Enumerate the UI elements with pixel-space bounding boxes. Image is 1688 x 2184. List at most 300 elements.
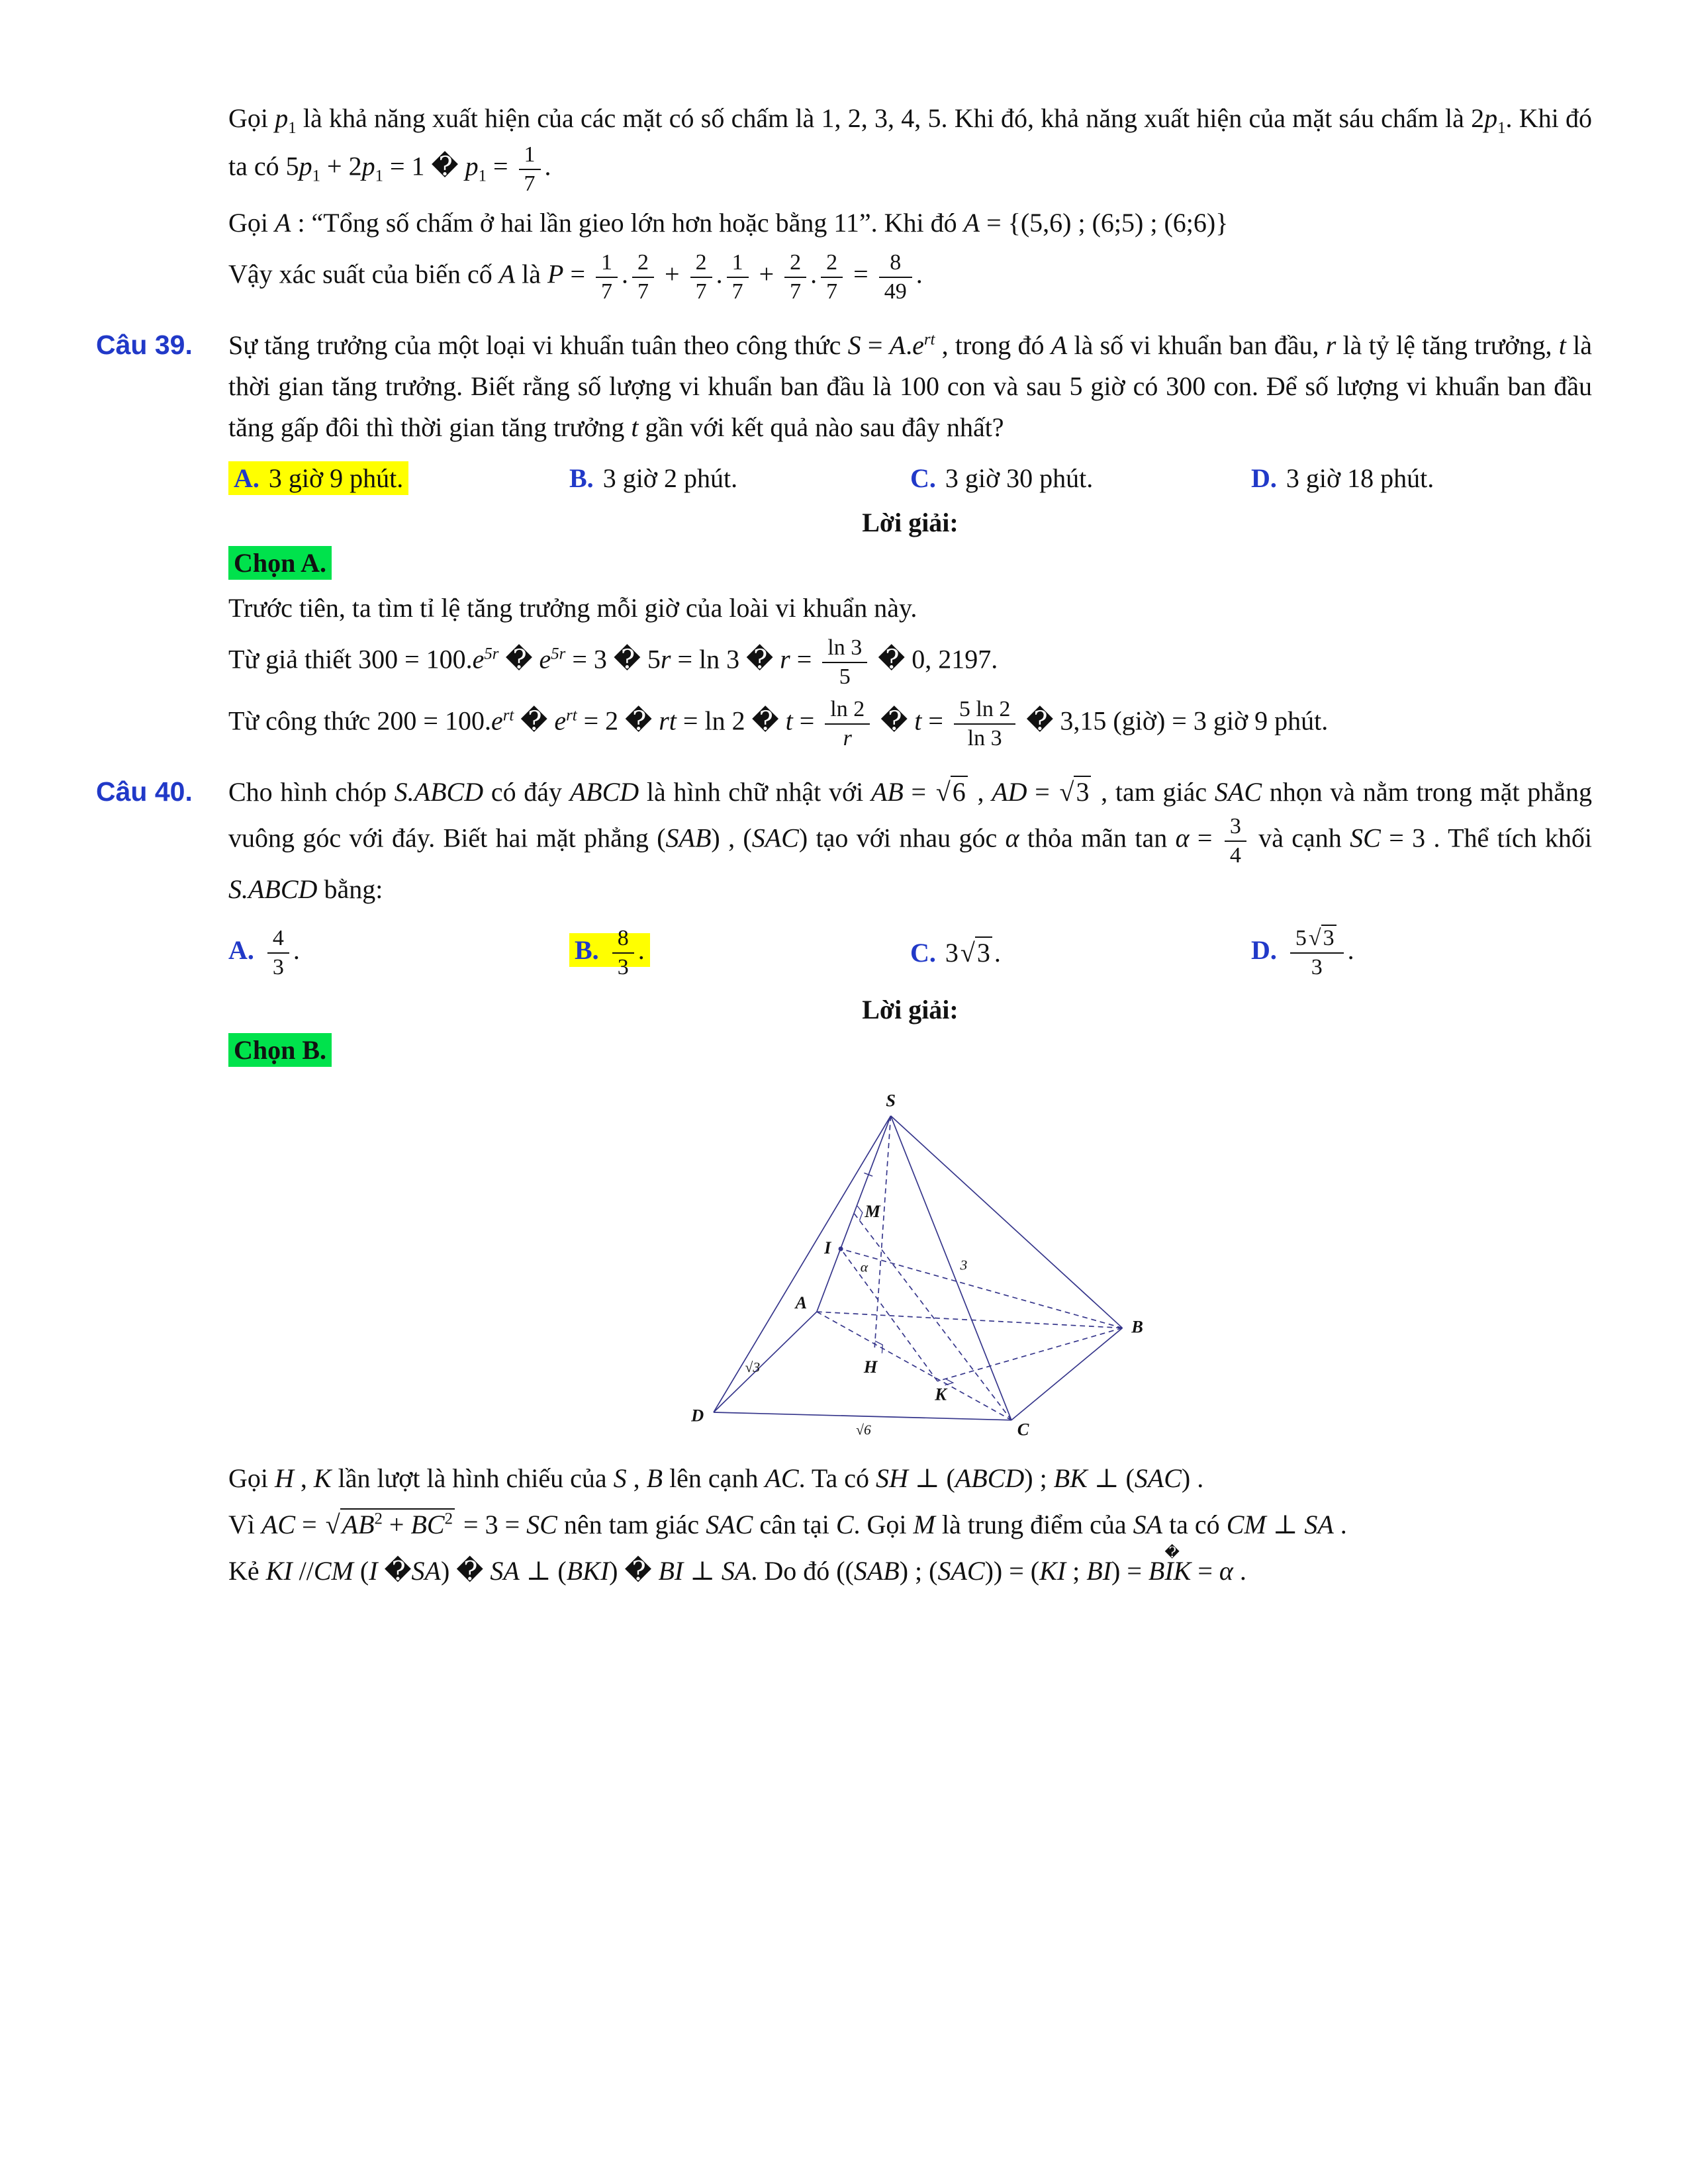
math-var: SH (876, 1463, 908, 1494)
text-run: 3 giờ 18 phút. (1286, 463, 1434, 494)
text-run: = (1191, 1556, 1219, 1586)
figure-label-3: 3 (960, 1257, 968, 1273)
option-letter: A. (234, 463, 259, 494)
options-39 (96, 463, 1592, 494)
math-var: p (299, 152, 312, 182)
solution-40-line-1 (96, 1458, 1592, 1499)
math-var: A (963, 208, 980, 238)
fraction (879, 249, 912, 305)
math-var: AB (342, 1510, 375, 1540)
math-var: t (1558, 330, 1566, 361)
text-run: 3 (945, 938, 959, 968)
option-a (228, 925, 569, 981)
pyramid-figure (96, 1084, 1592, 1445)
text-run: 3 giờ 30 phút. (945, 463, 1094, 494)
text-run: ⊥ ( (519, 1556, 567, 1586)
text-run: . (1233, 1556, 1246, 1586)
fraction (632, 249, 654, 305)
option-b (569, 463, 910, 494)
text-run: Trước tiên, ta tìm tỉ lệ tăng trưởng mỗi giờ của loài vi khuẩn này. (228, 593, 917, 623)
math-var: SC (1350, 823, 1381, 853)
text-run: ⊥ ( (1087, 1463, 1135, 1494)
math-var: CM (1226, 1510, 1266, 1540)
radicand: 3 (975, 936, 992, 968)
text-run: ⊥ ( (908, 1463, 955, 1494)
text-run: Cho hình chóp (228, 777, 395, 807)
text-run: � (514, 705, 555, 736)
option-content (1251, 463, 1434, 493)
text-run: = 3 . Thể tích khối (1380, 823, 1593, 853)
text-run: = (921, 705, 950, 736)
text-run: ) ; (1024, 1463, 1054, 1494)
math-var: S.ABCD (228, 874, 318, 905)
text-run: = (295, 1510, 324, 1540)
text-run: . (637, 934, 645, 965)
solution-40-line-3 (96, 1544, 1592, 1592)
math-var: e (491, 705, 503, 736)
numerator: 3 (1225, 813, 1246, 841)
option-letter: D. (1251, 934, 1277, 965)
intro-paragraph-3 (96, 249, 1592, 305)
option-letter: A. (228, 934, 254, 965)
math-var: M (913, 1510, 935, 1540)
math-var: SC (526, 1510, 557, 1540)
math-var: H (275, 1463, 294, 1494)
text-run: . (622, 259, 629, 290)
fraction (822, 634, 867, 690)
fraction (267, 925, 289, 981)
text-run: . (1347, 934, 1354, 965)
math-var: r (1325, 330, 1336, 361)
text-run: . (906, 330, 913, 361)
math-var: SAC (1134, 1463, 1182, 1494)
text-run: = (486, 152, 515, 182)
math-var: p (275, 103, 289, 133)
text-run: , (626, 1463, 647, 1494)
edge-CM (855, 1214, 1011, 1420)
denominator: 3 (272, 954, 284, 979)
text-run: ( (353, 1556, 369, 1586)
numerator (1290, 925, 1344, 953)
question-text (228, 325, 1592, 448)
math-var: P (547, 259, 564, 290)
fraction (1225, 813, 1246, 869)
text-run: = 1 � (383, 152, 465, 182)
numerator: 2 (690, 249, 712, 277)
numerator: 1 (519, 141, 541, 169)
text-run: � (377, 1556, 412, 1586)
edge-BI (841, 1249, 1122, 1328)
text-run: ta có (1162, 1510, 1227, 1540)
text-run: . (716, 259, 723, 290)
text-run: nhọn và nằm trong mặt phẳng vuông góc với đáy. Biết hai mặt phẳng ( (228, 777, 1593, 853)
text-run: là số vi khuẩn ban đầu, (1067, 330, 1326, 361)
text-run: và cạnh (1250, 823, 1350, 853)
text-run: . (1333, 1510, 1347, 1540)
math-var: AC (261, 1510, 296, 1540)
text-run: + (382, 1510, 411, 1540)
math-var: K (313, 1463, 332, 1494)
chosen-answer-text: Chọn B. (228, 1033, 332, 1067)
intro-paragraph-1 (96, 98, 1592, 197)
denominator: 4 (1229, 842, 1241, 868)
solution-40-line-2 (96, 1504, 1592, 1545)
text-run: lần lượt là hình chiếu của (331, 1463, 614, 1494)
text-run: 3 giờ 9 phút. (268, 463, 404, 494)
math-var: A (498, 259, 516, 290)
figure-label-B: B (1131, 1316, 1143, 1337)
edge-AC (817, 1312, 1011, 1420)
text-run: = 3 � 5 (565, 644, 661, 674)
right-angle-mark (857, 1206, 863, 1220)
numerator: 2 (784, 249, 806, 277)
question-text (228, 772, 1592, 910)
text-run: )) = ( (984, 1556, 1040, 1586)
text-run: = ln 3 � (671, 644, 780, 674)
radicand: 3 (1074, 776, 1091, 807)
math-var: S (847, 330, 861, 361)
superscript: 2 (444, 1510, 453, 1528)
math-var: A (275, 208, 291, 238)
denominator: 3 (617, 954, 629, 979)
math-var: SA (411, 1556, 441, 1586)
math-var: BK (1053, 1463, 1088, 1494)
math-var: p (361, 152, 375, 182)
fraction (825, 696, 870, 752)
denominator: 7 (731, 279, 743, 304)
math-var: BC (410, 1510, 445, 1540)
text-run: ) , ( (711, 823, 752, 853)
chosen-answer-39 (96, 547, 1592, 578)
text-run: , trong đó (935, 330, 1051, 361)
subscript: 1 (375, 167, 383, 186)
figure-label-H: H (863, 1357, 878, 1377)
text-run: Kẻ (228, 1556, 266, 1586)
fraction (690, 249, 712, 305)
superscript: rt (502, 706, 514, 725)
numerator: 1 (727, 249, 749, 277)
math-var: BI (658, 1556, 684, 1586)
subscript: 1 (478, 167, 487, 186)
pyramid-figure-svg (675, 1084, 1145, 1445)
chosen-answer-text: Chọn A. (228, 546, 332, 580)
text-run: Từ giả thiết 300 = 100. (228, 644, 473, 674)
option-c (910, 937, 1251, 968)
text-run: ; (1066, 1556, 1087, 1586)
radicand (340, 1508, 455, 1539)
subscript: 1 (1497, 119, 1506, 137)
option-content (569, 463, 737, 493)
numerator: 5 ln 2 (954, 696, 1015, 724)
math-var: e (912, 330, 924, 361)
math-var: AB (870, 777, 904, 807)
text-run: � (498, 644, 539, 674)
subscript: 1 (312, 167, 321, 186)
option-d (1251, 925, 1592, 981)
math-var: t (631, 412, 639, 443)
radical-icon: √ (960, 938, 975, 968)
text-run: . Khi đó ta có 5 (228, 103, 1592, 182)
numerator: 2 (632, 249, 654, 277)
numerator: 1 (596, 249, 618, 277)
fraction (519, 141, 541, 197)
text-run: = (847, 259, 875, 290)
text-run: gần với kết quả nào sau đây nhất? (638, 412, 1004, 443)
text-run: = 3 = (457, 1510, 527, 1540)
text-run: là (515, 259, 548, 290)
text-run: Gọi (228, 1463, 275, 1494)
text-run: = ln 2 � (676, 705, 786, 736)
math-var: KI (1039, 1556, 1066, 1586)
math-var: SAB (665, 823, 712, 853)
text-run: là tỷ lệ tăng trưởng, (1336, 330, 1559, 361)
math-var: SAC (1214, 777, 1262, 807)
angle-hat (1148, 1544, 1192, 1592)
math-var: t (914, 705, 922, 736)
text-run: Từ công thức 200 = 100. (228, 705, 491, 736)
square-root (1060, 777, 1092, 807)
option-a (228, 463, 569, 494)
text-run: nên tam giác (557, 1510, 706, 1540)
fraction (954, 696, 1015, 752)
option-content (910, 463, 1093, 493)
denominator: 3 (1311, 954, 1323, 979)
text-run: + (752, 259, 781, 290)
square-root (961, 938, 992, 968)
math-var: rt (659, 705, 677, 736)
text-run: . (544, 152, 551, 182)
numerator: 4 (267, 925, 289, 953)
text-run: là khả năng xuất hiện của các mặt có số chấm là 1, 2, 3, 4, 5. Khi đó, khả năng xuất hiện của mặt sáu chấm là 2 (296, 103, 1485, 133)
math-var: p (1484, 103, 1498, 133)
solution-39-line-1 (96, 588, 1592, 629)
radical-icon: √ (325, 1510, 340, 1540)
denominator: ln 3 (967, 725, 1002, 751)
text-run: . (293, 934, 300, 965)
radical-icon: √ (935, 777, 951, 807)
text-run: . (915, 259, 923, 290)
text-run: 5 (1295, 926, 1307, 951)
text-run: lên cạnh (663, 1463, 765, 1494)
text-run: � 3,15 (giờ) = 3 giờ 9 phút. (1019, 705, 1329, 736)
option-c (910, 463, 1251, 494)
figure-label-√3: √3 (745, 1359, 761, 1376)
math-var: S.ABCD (394, 777, 484, 807)
edge-SB (891, 1116, 1123, 1328)
math-var: e (554, 705, 567, 736)
superscript: rt (566, 706, 577, 725)
text-run: = (861, 330, 890, 361)
edge-KI (841, 1249, 937, 1381)
text-run: , (969, 777, 992, 807)
math-var: C (835, 1510, 854, 1540)
figure-label-√6: √6 (856, 1422, 871, 1438)
math-var: S (613, 1463, 627, 1494)
text-run: : “Tổng số chấm ở hai lần gieo lớn hơn hoặc bằng 11”. Khi đó (291, 208, 964, 238)
denominator: 7 (695, 279, 707, 304)
radical-icon: √ (1308, 926, 1321, 951)
math-var: SA (490, 1556, 520, 1586)
numerator: 2 (821, 249, 843, 277)
text-run: = (790, 644, 819, 674)
subscript: 1 (288, 119, 297, 137)
fraction (596, 249, 618, 305)
denominator: r (843, 725, 852, 751)
text-run: � 0, 2197. (871, 644, 998, 674)
text-run: = 2 � (577, 705, 659, 736)
option-content (910, 938, 1001, 968)
math-var: B (646, 1463, 663, 1494)
text-run: ) = (1111, 1556, 1149, 1586)
math-var: A (889, 330, 906, 361)
numerator: ln 3 (822, 634, 867, 662)
denominator: 7 (637, 279, 649, 304)
point-dot-I (839, 1246, 843, 1251)
solution-heading: Lời giải: (862, 508, 959, 538)
text-run: ) . (1181, 1463, 1204, 1494)
text-run: Sự tăng trưởng của một loại vi khuẩn tuân theo công thức (228, 330, 848, 361)
text-run: = {(5,6) ; (6;5) ; (6;6)} (980, 208, 1229, 238)
denominator: 7 (790, 279, 802, 304)
math-var: e (472, 644, 485, 674)
square-root (1309, 926, 1336, 950)
right-angle-mark (875, 1341, 882, 1353)
math-var: e (539, 644, 551, 674)
text-run: = (903, 777, 934, 807)
text-run: Vì (228, 1510, 261, 1540)
question-40 (96, 772, 1592, 910)
text-run: // (292, 1556, 314, 1586)
figure-label-A: A (795, 1293, 808, 1313)
options-40 (96, 925, 1592, 981)
fraction (727, 249, 749, 305)
math-var: SAC (706, 1510, 753, 1540)
option-d (1251, 463, 1592, 494)
text-run: thỏa mãn tan (1019, 823, 1176, 853)
denominator: 5 (839, 664, 851, 689)
loi-giai-39 (96, 507, 1592, 538)
math-var: BKI (566, 1556, 610, 1586)
text-run: . Ta có (798, 1463, 876, 1494)
math-var: p (465, 152, 479, 182)
option-letter: C. (910, 463, 936, 494)
math-var: SAB (853, 1556, 900, 1586)
figure-label-M: M (865, 1201, 880, 1221)
math-var: α (1175, 823, 1190, 853)
text-run: là trung điểm của (935, 1510, 1133, 1540)
text-run: Vậy xác suất của biến cố (228, 259, 499, 290)
math-var: SA (1133, 1510, 1163, 1540)
text-run: . Gọi (853, 1510, 914, 1540)
option-letter: D. (1251, 463, 1277, 494)
text-run: = (1027, 777, 1058, 807)
math-var: α (1005, 823, 1019, 853)
text-run: . (810, 259, 818, 290)
solution-heading: Lời giải: (862, 995, 959, 1025)
option-letter: C. (910, 938, 936, 968)
superscript: 5r (551, 645, 566, 663)
radicand: 3 (1321, 925, 1336, 950)
math-var: ABCD (955, 1463, 1025, 1494)
math-var: A (1051, 330, 1068, 361)
denominator: 49 (884, 279, 907, 304)
text-run: ) � (609, 1556, 659, 1586)
math-var: ABCD (569, 777, 639, 807)
math-var: r (780, 644, 790, 674)
option-content (228, 926, 300, 979)
fraction (1290, 925, 1344, 981)
math-var: r (660, 644, 671, 674)
numerator: 8 (612, 925, 634, 953)
math-var: BIK (1148, 1556, 1192, 1586)
option-content (1251, 926, 1354, 979)
denominator: 7 (601, 279, 613, 304)
math-var: BI (1086, 1556, 1112, 1586)
fraction (612, 925, 634, 981)
question-label: Câu 39. (96, 330, 193, 361)
chosen-answer-40 (96, 1034, 1592, 1066)
math-var: CM (313, 1556, 353, 1586)
denominator: 7 (524, 171, 536, 196)
figure-label-K: K (935, 1384, 947, 1404)
text-run: = (792, 705, 821, 736)
text-run: ⊥ (683, 1556, 722, 1586)
math-var: SA (721, 1556, 751, 1586)
figure-label-I: I (824, 1237, 831, 1257)
math-var: I (369, 1556, 378, 1586)
text-run: cân tại (753, 1510, 836, 1540)
figure-label-D: D (691, 1405, 704, 1426)
text-run: Gọi (228, 208, 275, 238)
intro-paragraph-2 (96, 203, 1592, 244)
edge-BK (937, 1328, 1122, 1381)
numerator: ln 2 (825, 696, 870, 724)
square-root (326, 1510, 455, 1539)
text-run: , tam giác (1093, 777, 1215, 807)
text-run: bằng: (317, 874, 383, 905)
edge-CB (1011, 1328, 1123, 1420)
fraction (784, 249, 806, 305)
text-run: . Do đó (( (751, 1556, 854, 1586)
square-root (936, 777, 968, 807)
superscript: 2 (374, 1510, 383, 1528)
math-var: AC (765, 1463, 799, 1494)
text-run: = (1189, 823, 1221, 853)
text-run: 3 giờ 2 phút. (602, 463, 738, 494)
text-run: � (874, 705, 915, 736)
text-run: . (994, 938, 1001, 968)
text-run: là hình chữ nhật với (639, 777, 871, 807)
math-var: SA (1304, 1510, 1334, 1540)
math-var: KI (265, 1556, 293, 1586)
text-run: là thời gian tăng trưởng. Biết rằng số lượng vi khuẩn ban đầu là 100 con và sau 5 giờ có 300 con. Để số lượng vi khuẩn ban đầu tăng gấp đôi thì thời gian tăng trưởng (228, 330, 1592, 443)
numerator: 8 (879, 249, 912, 277)
option-b (569, 925, 910, 981)
fraction (821, 249, 843, 305)
math-var: SAC (751, 823, 799, 853)
superscript: 5r (484, 645, 499, 663)
question-39 (96, 325, 1592, 448)
question-label: Câu 40. (96, 776, 193, 807)
text-run: Gọi (228, 103, 275, 133)
text-run: = (563, 259, 592, 290)
superscript: rt (923, 330, 935, 349)
text-run: , (293, 1463, 314, 1494)
option-letter: B. (569, 463, 594, 494)
edge-DC (714, 1412, 1011, 1420)
text-run: ) ; ( (899, 1556, 938, 1586)
radicand: 6 (951, 776, 968, 807)
